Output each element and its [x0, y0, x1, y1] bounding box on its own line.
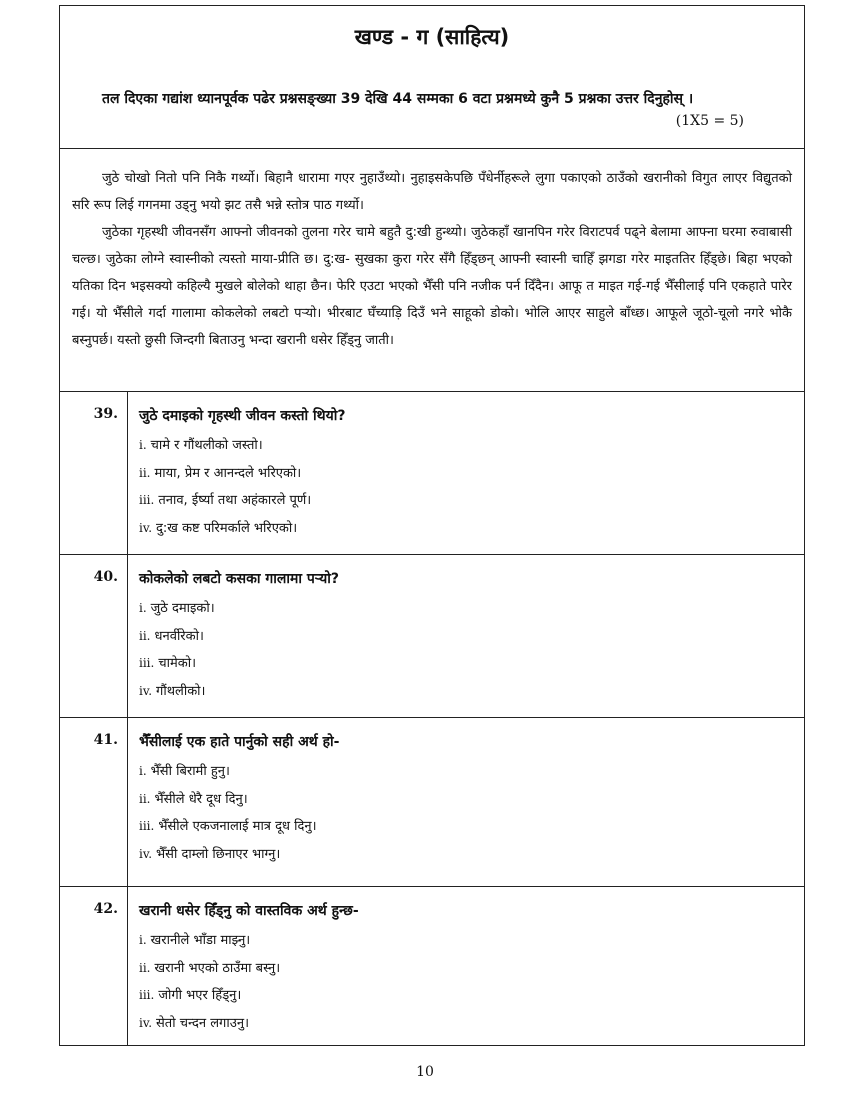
option-numeral: iii.: [139, 988, 155, 1002]
option-text: तनाव, ईर्ष्या तथा अहंकारले पूर्ण।: [158, 493, 312, 508]
option-iii[interactable]: [139, 487, 796, 515]
option-numeral: iv.: [139, 1015, 153, 1030]
option-numeral: ii.: [139, 791, 151, 806]
option-text: खरानीले भाँडा माझ्नु।: [150, 933, 251, 948]
option-numeral: ii.: [139, 465, 151, 480]
option-i[interactable]: [139, 432, 796, 460]
option-numeral: ii.: [139, 628, 151, 643]
option-ii[interactable]: [139, 460, 796, 488]
option-numeral: i.: [139, 601, 147, 615]
question-body: [139, 566, 796, 705]
option-iii[interactable]: [139, 650, 796, 678]
option-text: भैँसी बिरामी हुनु।: [150, 764, 230, 779]
option-i[interactable]: [139, 927, 796, 955]
question-text: भैँसीलाई एक हाते पार्नुको सही अर्थ हो-: [139, 734, 340, 750]
question-body: [139, 729, 796, 868]
section-header: [60, 6, 804, 149]
question-42: [60, 887, 804, 1045]
section-title: खण्ड - ग (साहित्य): [354, 25, 510, 49]
option-i[interactable]: [139, 758, 796, 786]
question-40: [60, 555, 804, 718]
option-iv[interactable]: [139, 1010, 796, 1038]
option-iii[interactable]: [139, 982, 796, 1010]
question-text: कोकलेको लबटो कसका गालामा पऱ्यो?: [139, 571, 340, 587]
option-text: दु:ख कष्ट परिमर्काले भरिएको।: [156, 520, 298, 536]
option-numeral: iii.: [139, 819, 155, 833]
option-text: भैँसी दाम्लो छिनाएर भाग्नु।: [156, 846, 281, 862]
marks-allocation: (1X5 = 5): [675, 113, 744, 129]
option-i[interactable]: [139, 595, 796, 623]
option-numeral: iii.: [139, 493, 155, 507]
reading-passage: [60, 149, 804, 392]
option-text: चामे र गौंथलीको जस्तो।: [150, 438, 263, 453]
question-body: [139, 403, 796, 542]
option-ii[interactable]: [139, 955, 796, 983]
question-41: [60, 718, 804, 887]
question-number: 41.: [60, 718, 128, 886]
option-numeral: iv.: [139, 520, 153, 535]
option-numeral: iv.: [139, 683, 153, 698]
option-text: भैँसीले एकजनालाई मात्र दूध दिनु।: [158, 819, 317, 834]
option-text: भैँसीले धेरै दूध दिनु।: [154, 791, 248, 807]
option-numeral: ii.: [139, 960, 151, 975]
option-text: जोगी भएर हिँड्नु।: [158, 988, 242, 1003]
option-ii[interactable]: [139, 786, 796, 814]
option-iv[interactable]: [139, 678, 796, 706]
question-number: 40.: [60, 555, 128, 717]
option-ii[interactable]: [139, 623, 796, 651]
option-text: सेतो चन्दन लगाउनु।: [156, 1015, 250, 1031]
option-iv[interactable]: [139, 515, 796, 543]
option-text: गौंथलीको।: [156, 683, 206, 699]
option-iv[interactable]: [139, 841, 796, 869]
option-text: जुठे दमाइको।: [150, 601, 215, 616]
passage-paragraph-2: जुठेका गृहस्थी जीवनसँग आफ्नो जीवनको तुलना गरेर चामे बहुतै दु:खी हुन्थ्यो। जुठेकहाँ खानपिन गरेर विराटपर्व पढ्ने बेलामा आफ्ना घरमा रुवाबासी चल्छ। जुठेका लोग्ने स्वास्नीको त्यस्तो माया-प्रीति छ। दु:ख- सुखका कुरा गरेर सँगै हिँड्छन् आफ्नी स्वास्नी चाहिँ झगडा गरेर माइततिर हिँड्छे। बिहा भएको यतिका दिन भइसक्यो कहिल्यै मुखले बोलेको थाहा छैन। फेरि एउटा भएको भैँसी पनि नजीक पर्न दिँदैन। आफू त माइत गई-गई भैँसीलाई पनि एकहाते पारेर गई। यो भैँसीले गर्दा गालामा कोकलेको लबटो पऱ्यो। भीरबाट घँच्याड़ि दिउँ भने साहूको डोको। भोलि आएर साहुले बाँध्छ। आफूले जूठो-चूलो नगरे भोकै बस्नुपर्छ। यस्तो छुसी जिन्दगी बिताउनु भन्दा खरानी धसेर हिँड्नु जाती।: [72, 225, 792, 348]
option-numeral: i.: [139, 933, 147, 947]
passage-paragraph-1: जुठे चोखो नितो पनि निकै गर्थ्यो। बिहानै धारामा गएर नुहाउँथ्यो। नुहाइसकेपछि पँधेर्नीहरूले लुगा पकाएको ठाउँको खरानीको विगुत लाएर विद्युतको सरि रूप लिई गगनमा उड्नु भयो झट तसै भन्ने स्तोत्र पाठ गर्थ्यो।: [72, 171, 792, 213]
option-numeral: i.: [139, 764, 147, 778]
question-number: 42.: [60, 887, 128, 1045]
option-numeral: iii.: [139, 656, 155, 670]
question-number: 39.: [60, 392, 128, 554]
option-numeral: i.: [139, 438, 147, 452]
option-text: खरानी भएको ठाउँमा बस्नु।: [154, 960, 281, 976]
option-text: चामेको।: [158, 656, 197, 671]
question-body: [139, 898, 796, 1037]
section-instruction: तल दिएका गद्यांश ध्यानपूर्वक पढेर प्रश्नसङ्ख्या 39 देखि 44 सम्मका 6 वटा प्रश्नमध्ये कुनै 5 प्रश्नका उत्तर दिनुहोस् ।: [102, 91, 694, 107]
option-text: धनर्वीरेको।: [154, 628, 204, 644]
question-text: जुठे दमाइको गृहस्थी जीवन कस्तो थियो?: [139, 408, 346, 424]
question-text: खरानी धसेर हिँड्नु को वास्तविक अर्थ हुन्छ-: [139, 903, 359, 919]
option-iii[interactable]: [139, 813, 796, 841]
question-39: [60, 392, 804, 555]
page-number: 10: [416, 1064, 434, 1080]
exam-sheet: [59, 5, 805, 1046]
option-text: माया, प्रेम र आनन्दले भरिएको।: [154, 465, 302, 481]
option-numeral: iv.: [139, 846, 153, 861]
